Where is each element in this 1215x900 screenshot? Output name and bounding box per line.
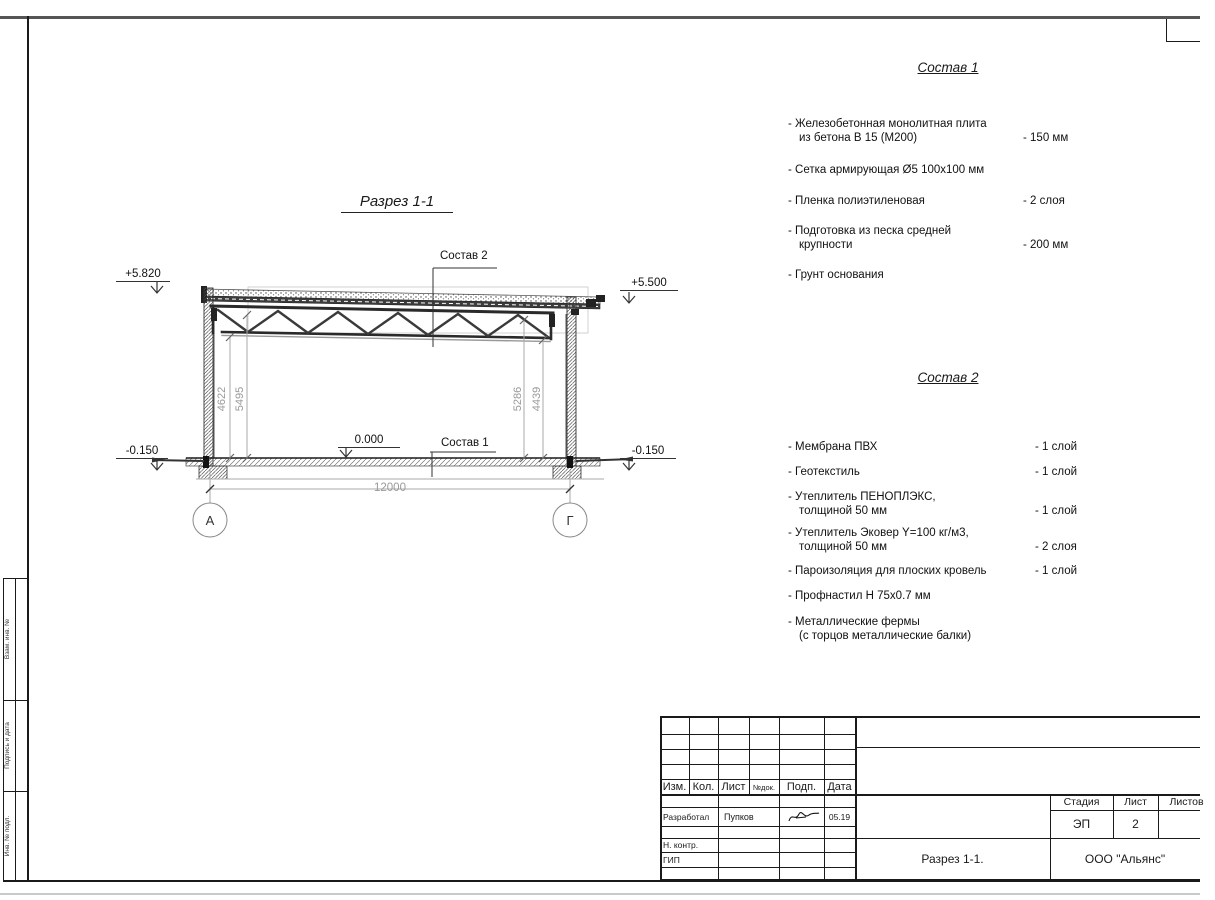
spec-value: - 200 мм bbox=[1023, 238, 1069, 251]
spec-line: - Пароизоляция для плоских кровель bbox=[788, 565, 987, 577]
spec1-title: Состав 1 bbox=[917, 60, 979, 75]
spec2-item bbox=[788, 466, 1098, 479]
page-bottom-edge bbox=[0, 893, 1200, 895]
dim-4622: 4622 bbox=[216, 386, 228, 412]
signature bbox=[786, 810, 820, 824]
margin-strip-divider bbox=[15, 578, 16, 881]
tb-stage-value: ЭП bbox=[1072, 817, 1091, 831]
spec1-item bbox=[788, 195, 1098, 208]
spec-line: - Пленка полиэтиленовая bbox=[788, 195, 925, 207]
spec-value: - 1 слой bbox=[1035, 440, 1078, 453]
dim-4439: 4439 bbox=[531, 386, 543, 412]
spec-value: - 150 мм bbox=[1023, 131, 1069, 144]
spec-line: - Мембрана ПВХ bbox=[788, 441, 878, 453]
margin-label-vzam: Взам. инв. № bbox=[4, 618, 11, 660]
spec1-item bbox=[788, 269, 1098, 282]
margin-label-podpis: Подпись и дата bbox=[4, 722, 11, 769]
spec-value: - 2 слоя bbox=[1035, 540, 1077, 553]
spec-line: - Металлические фермы bbox=[788, 616, 920, 628]
tb-header-podp: Подп. bbox=[786, 781, 817, 793]
spec-line: из бетона В 15 (М200) bbox=[799, 131, 918, 144]
spec-line: - Профнастил Н 75х0.7 мм bbox=[788, 590, 931, 602]
spec1-item bbox=[788, 164, 1098, 177]
right-wall bbox=[566, 297, 576, 466]
spec-line: - Утеплитель ПЕНОПЛЭКС, bbox=[788, 491, 936, 503]
tb-header-izm: Изм. bbox=[662, 781, 687, 793]
tb-header-list: Лист bbox=[721, 781, 746, 793]
spec2-item bbox=[788, 565, 1098, 578]
tb-developed-label: Разработал bbox=[663, 811, 710, 822]
spec-line: (с торцов металлические балки) bbox=[799, 629, 972, 642]
spec-line: крупности bbox=[799, 238, 853, 251]
axis-letter-g: Г bbox=[566, 513, 574, 528]
tb-developed-date: 05.19 bbox=[828, 811, 851, 822]
spec-line: - Подготовка из песка средней bbox=[788, 225, 952, 237]
tb-sheet-header: Лист bbox=[1124, 796, 1147, 808]
spec2-item bbox=[788, 441, 1098, 454]
sostav1-ref-label: Состав 1 bbox=[441, 437, 489, 449]
spec2-item bbox=[788, 491, 1098, 518]
spec2-item bbox=[788, 590, 1098, 603]
spec2-item bbox=[788, 527, 1098, 554]
elevation-zero: 0.000 bbox=[338, 434, 400, 448]
spec-line: толщиной 50 мм bbox=[799, 540, 888, 553]
frame-top-line bbox=[0, 16, 1200, 19]
spec-line: - Железобетонная монолитная плита bbox=[788, 118, 987, 130]
dim-5286: 5286 bbox=[512, 386, 524, 412]
tb-sheet-value: 2 bbox=[1132, 817, 1139, 831]
spec-line: толщиной 50 мм bbox=[799, 504, 888, 517]
spec-line: - Грунт основания bbox=[788, 269, 884, 281]
sostav2-ref-label: Состав 2 bbox=[440, 250, 488, 262]
tb-ncontr-label: Н. контр. bbox=[663, 840, 699, 850]
spec2-item bbox=[788, 616, 1098, 643]
corner-box-left bbox=[1166, 19, 1167, 41]
tb-sheets-header: Листов bbox=[1169, 796, 1204, 808]
spec-line: - Геотекстиль bbox=[788, 466, 860, 478]
tb-company: ООО "Альянс" bbox=[1084, 852, 1166, 866]
tb-stage-header: Стадия bbox=[1063, 796, 1100, 808]
spec2-title: Состав 2 bbox=[917, 370, 979, 385]
spec1-item bbox=[788, 225, 1098, 252]
spec-line: - Утеплитель Эковер Y=100 кг/м3, bbox=[788, 527, 969, 539]
tb-header-ndok: №док. bbox=[753, 782, 775, 792]
spec-value: - 1 слой bbox=[1035, 564, 1078, 577]
elevation-top-left: +5.820 bbox=[116, 268, 170, 282]
elevation-bottom-right: -0.150 bbox=[620, 445, 676, 459]
spec-value: - 1 слой bbox=[1035, 465, 1078, 478]
elevation-bottom-left: -0.150 bbox=[116, 445, 168, 459]
spec1-item bbox=[788, 118, 1098, 145]
dim-5495: 5495 bbox=[234, 386, 246, 412]
tb-developed-name: Пупков bbox=[724, 811, 754, 822]
margin-label-inv: Инв. № подл. bbox=[4, 815, 11, 857]
corner-box-bottom bbox=[1166, 41, 1200, 42]
dim-12000: 12000 bbox=[374, 482, 406, 494]
section-title: Разрез 1-1 bbox=[341, 193, 453, 213]
tb-gip-label: ГИП bbox=[663, 854, 680, 865]
tb-header-data: Дата bbox=[827, 781, 852, 793]
axis-letter-a: А bbox=[205, 513, 215, 528]
elevation-top-right: +5.500 bbox=[620, 277, 678, 291]
tb-doc-title: Разрез 1-1. bbox=[921, 852, 984, 866]
section-drawing-svg bbox=[100, 240, 700, 560]
frame-left-line bbox=[27, 16, 29, 882]
spec-line: - Сетка армирующая Ø5 100х100 мм bbox=[788, 164, 985, 176]
spec-value: - 2 слоя bbox=[1023, 194, 1065, 207]
spec-value: - 1 слой bbox=[1035, 504, 1078, 517]
tb-header-kol: Кол. bbox=[692, 781, 715, 793]
